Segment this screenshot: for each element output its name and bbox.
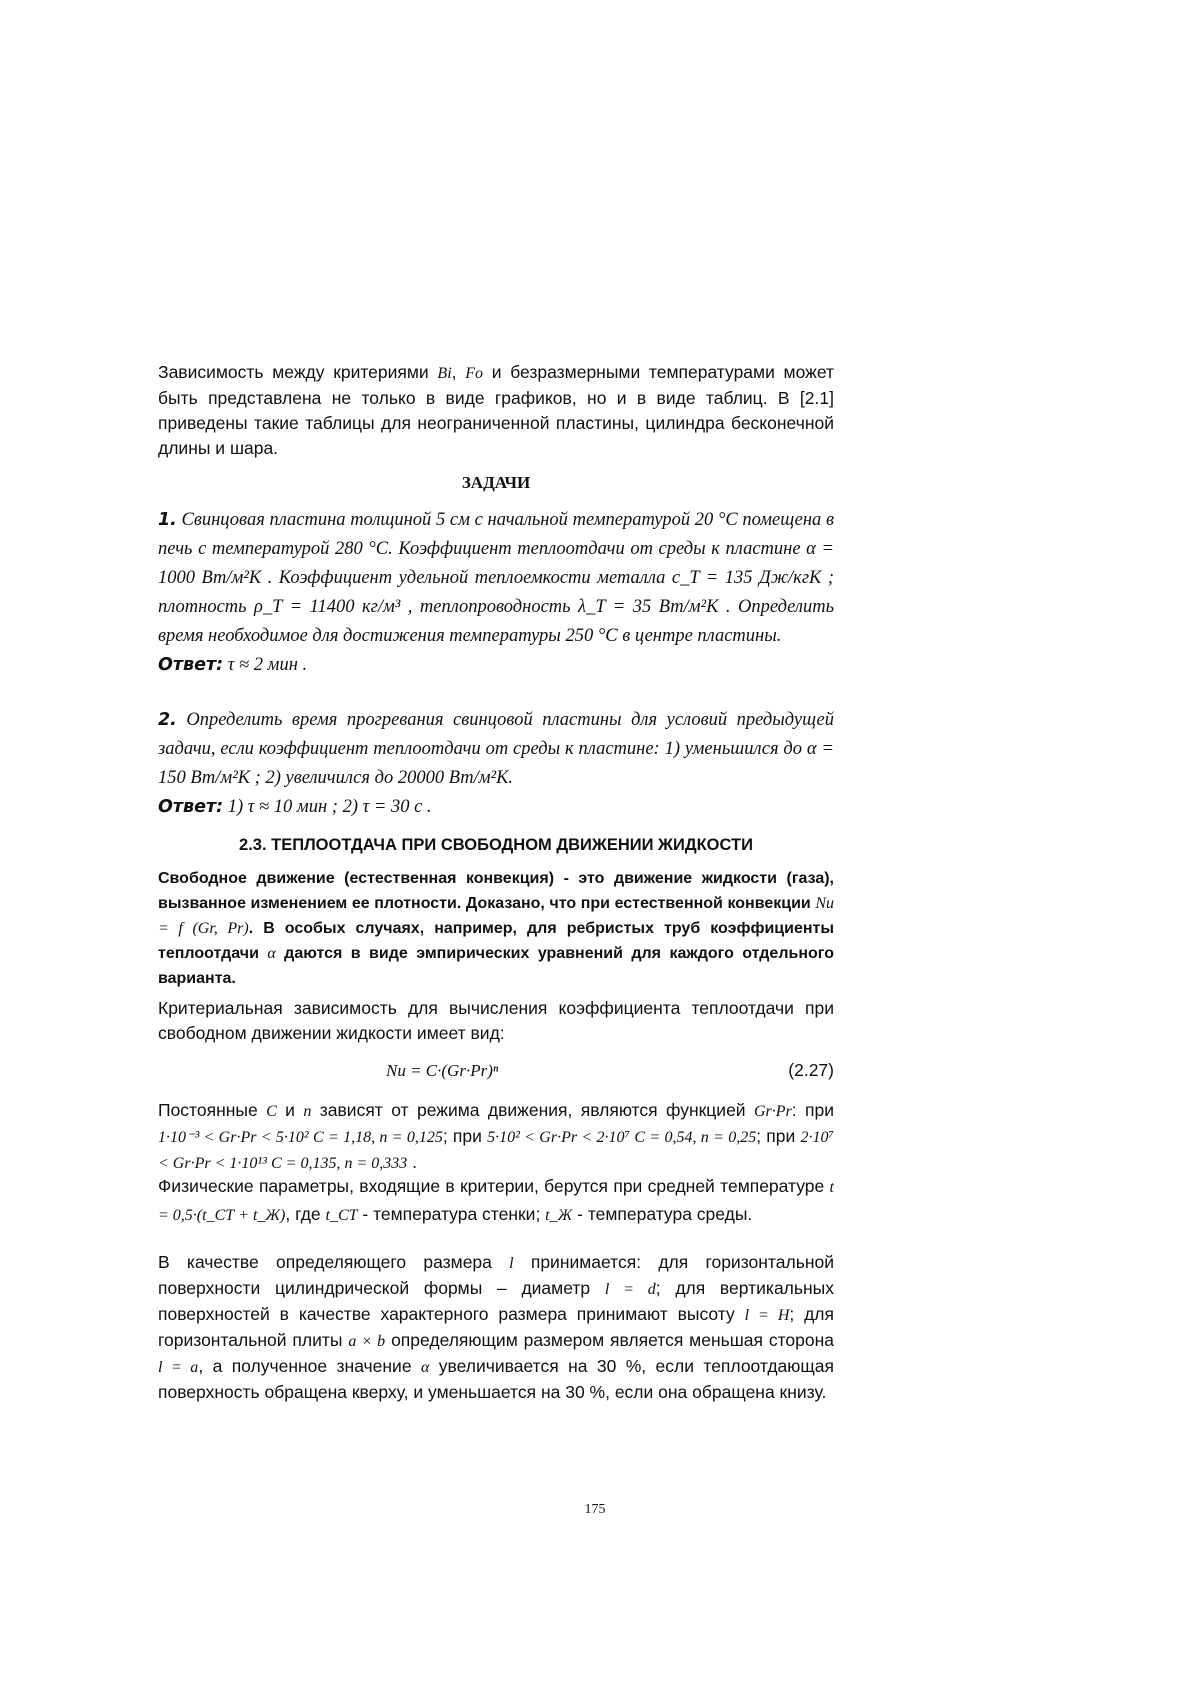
physical-math-t: t = 0,5·(t_СТ + t_Ж) — [158, 1179, 834, 1224]
equation-number: (2.27) — [788, 1060, 834, 1080]
size-text-c: ; для вертикальных поверхностей в качестве характерного размера принимают высоту — [158, 1278, 834, 1324]
definition-math-nu: Nu = f (Gr, Pr) — [158, 895, 834, 937]
task1-paragraph — [158, 506, 834, 680]
physical-text-d: - температура среды. — [572, 1204, 753, 1224]
intro-paragraph — [158, 360, 834, 461]
constants-range-2: 5·10² < Gr·Pr < 2·10⁷ C = 0,54, n = 0,25 — [487, 1129, 757, 1146]
size-text-d: ; для горизонтальной плиты — [158, 1304, 834, 1350]
constants-text-e: ; при — [442, 1126, 488, 1146]
task1-number: 1. — [158, 510, 177, 530]
task2-number: 2. — [158, 710, 177, 730]
task2-answer-label: Ответ: — [158, 797, 224, 817]
definition-text-a: Свободное движение (естественная конвекция) - это движение жидкости (газа), вызванное изменением ее плотности. Доказано, что при естественной конвекции — [158, 870, 834, 912]
definition-paragraph — [158, 866, 834, 991]
constants-math-n: n — [303, 1103, 312, 1120]
size-math-lh: l = H — [744, 1307, 790, 1324]
size-text-g: увеличивается на 30 %, если теплоотдающая поверхность обращена кверху, и уменьшается на 30 %, если она обращена книзу. — [158, 1356, 835, 1402]
constants-math-c: C — [266, 1103, 277, 1120]
size-text-a: В качестве определяющего размера — [158, 1252, 510, 1272]
intro-math-bi: Bi — [437, 365, 452, 382]
physical-text-b: , где — [285, 1204, 326, 1224]
physical-math-tst: t_СТ — [325, 1207, 358, 1224]
definition-text-c: даются в виде эмпирических уравнений для каждого отдельного варианта. — [158, 945, 834, 987]
constants-math-grpr: Gr·Pr — [753, 1103, 792, 1120]
size-math-l: l — [509, 1255, 514, 1272]
constants-range-1: 1·10⁻³ < Gr·Pr < 5·10² C = 1,18, n = 0,125 — [158, 1129, 443, 1146]
size-paragraph — [158, 1250, 834, 1405]
physical-params-paragraph — [158, 1173, 834, 1229]
task2-paragraph — [158, 706, 834, 822]
constants-range-3: 2·10⁷ < Gr·Pr < 1·10¹³ C = 0,135, n = 0,333 — [158, 1129, 835, 1172]
constants-text-a: Постоянные — [158, 1100, 267, 1120]
task2-body: Определить время прогревания свинцовой пластины для условий предыдущей задачи, если коэффициент теплоотдачи от среды к пластине: 1) уменьшился до α = 150 Вт/м²К ; 2) увеличился до 20000 Вт/м²К. — [158, 710, 834, 788]
task2-answer: 1) τ ≈ 10 мин ; 2) τ = 30 с . — [223, 797, 432, 817]
size-text-e: определяющим размером является меньшая сторона — [385, 1330, 835, 1350]
constants-text-f: ; при — [756, 1126, 801, 1146]
page-number: 175 — [584, 1502, 606, 1517]
intro-pre: Зависимость между критериями — [158, 362, 438, 382]
section-heading: 2.3. ТЕПЛООТДАЧА ПРИ СВОБОДНОМ ДВИЖЕНИИ ЖИДКОСТИ — [239, 836, 753, 854]
size-text-b: принимается: для горизонтальной поверхности цилиндрической формы – диаметр — [158, 1252, 834, 1298]
task1-answer-label: Ответ: — [158, 655, 224, 675]
definition-math-alpha: α — [267, 945, 276, 962]
tasks-heading: ЗАДАЧИ — [461, 473, 531, 492]
definition-text-b: . В особых случаях, например, для ребристых труб коэффициенты теплоотдачи — [158, 920, 835, 962]
size-text-f: , а полученное значение — [198, 1356, 421, 1376]
constants-text-d: : при — [791, 1100, 834, 1120]
physical-text-a: Физические параметры, входящие в критерии, берутся при средней температуре — [158, 1176, 830, 1196]
size-math-ld: l = d — [604, 1281, 656, 1298]
intro-math-fo: Fo — [465, 365, 483, 382]
criterial-paragraph: Критериальная зависимость для вычисления коэффициента теплоотдачи при свободном движении жидкости имеет вид: — [158, 998, 834, 1043]
physical-math-tzh: t_Ж — [545, 1207, 573, 1224]
size-math-alpha: α — [420, 1359, 430, 1376]
task1-answer: τ ≈ 2 мин . — [223, 655, 308, 675]
constants-paragraph — [158, 1098, 834, 1176]
physical-text-c: - температура стенки; — [357, 1204, 546, 1224]
size-math-la: l = a — [158, 1359, 199, 1376]
intro-sep: , — [451, 362, 466, 382]
equation-row — [158, 1058, 834, 1084]
task1-body: Свинцовая пластина толщиной 5 см с начальной температурой 20 °С помещена в печь с температурой 280 °С. Коэффициент теплоотдачи от среды к пластине α = 1000 Вт/м²К . Коэффициент удельной теплоемкости металла c_T = 135 Дж/кгК ; плотность ρ_T = 11400 кг/м³ , теплопроводность λ_T = 35 Вт/м²К . Определить время необходимое для достижения температуры 250 °С в центре пластины. — [158, 510, 834, 646]
size-math-axb: a × b — [348, 1333, 386, 1350]
intro-post: и безразмерными температурами может быть представлена не только в виде графиков, но и в виде таблиц. В [2.1] приведены такие таблицы для неограниченной пластины, цилиндра бесконечной длины и шара. — [158, 362, 834, 458]
equation-formula: Nu = C·(Gr·Pr)ⁿ — [386, 1061, 499, 1080]
constants-text-b: и — [276, 1100, 304, 1120]
constants-text-c: зависят от режима движения, являются функцией — [311, 1100, 754, 1120]
constants-text-g: . — [407, 1152, 417, 1172]
